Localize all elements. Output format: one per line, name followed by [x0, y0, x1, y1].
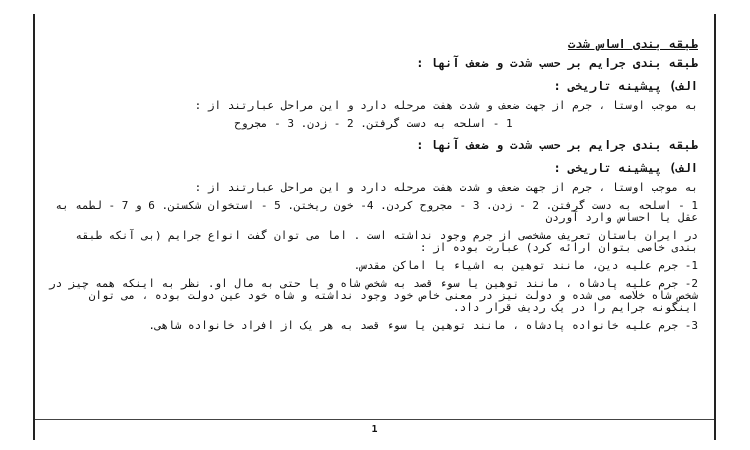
- stages-list: 1 - اسلحه به دست گرفتن. 2 - زدن. 3 - مجروح: [234, 117, 513, 130]
- avesta-paragraph: به موجب اوستا ، جرم از جهت ضعف و شدت هفت مرحله دارد و این مراحل عبارتند از :: [194, 99, 698, 112]
- history-subheading-repeat: الف) پیشینه تاریخی :: [553, 161, 698, 175]
- section-heading-repeat: طبقه بندی جرایم بر حسب شدت و ضعف آنها :: [416, 138, 698, 152]
- document-title: طبقه بندی اساس شدت: [567, 37, 698, 51]
- ancient-iran-paragraph: در ایران باستان تعریف مشخصی از جرم وجود نداشته است . اما می توان گفت انواع جرایم (بی آنکه طبقه بندی خاصی بتوان ارائه کرد) عبارت بوده از :: [75, 229, 698, 254]
- crime-item-king: 2- جرم علیه پادشاه ، مانند توهین یا سوء قصد به شخص شاه و یا حتی به مال او. نظر به اینکه همه چیز در شخص شاه خلاصه می شده و دولت نیز در معنی خاص خود وجود نداشته و شاه خود عین دولت بوده ، می توان اینگونه جرایم را در یک ردیف قرار داد.: [48, 277, 698, 314]
- history-subheading: الف) پیشینه تاریخی :: [553, 79, 698, 93]
- stages-list-full: 1 - اسلحه به دست گرفتن. 2 - زدن. 3 - مجروح کردن. 4- خون ریختن. 5 - استخوان شکستن. 6 و 7 - لطمه به عقل یا احساس وارد آوردن: [55, 199, 698, 224]
- page-number: 1: [371, 424, 378, 435]
- section-heading: طبقه بندی جرایم بر حسب شدت و ضعف آنها :: [416, 56, 698, 70]
- document-body: [49, 36, 698, 338]
- document-page: [33, 14, 716, 440]
- avesta-paragraph-repeat: به موجب اوستا ، جرم از جهت ضعف و شدت هفت مرحله دارد و این مراحل عبارتند از :: [194, 181, 698, 194]
- crime-item-religion: 1- جرم علیه دین، مانند توهین به اشیاء یا اماکن مقدس.: [353, 259, 698, 272]
- crime-item-royal-family: 3- جرم علیه خانواده پادشاه ، مانند توهین یا سوء قصد به هر یک از افراد خانواده شاهی.: [148, 319, 698, 332]
